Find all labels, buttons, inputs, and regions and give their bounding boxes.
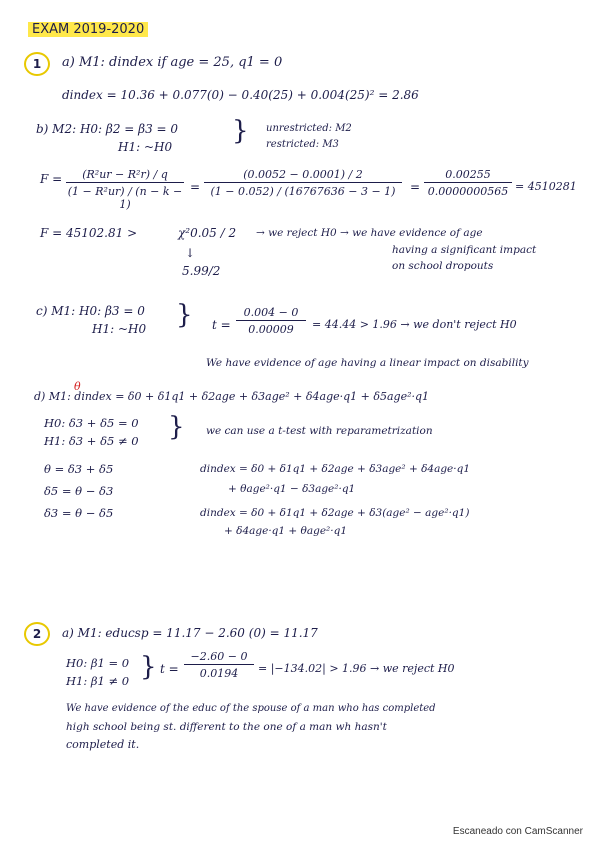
q1-c-hypothesis-h1: H1: ~H0 — [92, 322, 147, 336]
q1-c-t-denominator: 0.00009 — [248, 323, 294, 336]
q2-hypothesis-h0: H0: β1 = 0 — [66, 656, 130, 670]
theta-definition: θ = δ3 + δ5 — [44, 462, 114, 476]
question-1-number: 1 — [24, 52, 50, 76]
q1-c-t-numerator: 0.004 − 0 — [236, 306, 306, 321]
theta-annotation: θ — [74, 380, 81, 393]
delta5-substitution: δ5 = θ − δ3 — [44, 484, 114, 498]
down-arrow: ↓ — [185, 246, 196, 260]
reparam-equation-2: dindex = δ0 + δ1q1 + δ2age + δ3(age² − age²·q1) — [200, 507, 470, 519]
f-result: = 4510281 — [515, 180, 577, 193]
f-substituted-fraction — [204, 168, 402, 198]
q2-t-denominator: 0.0194 — [199, 667, 239, 680]
q1-b-hypothesis-h1: H1: ~H0 — [118, 140, 173, 154]
q2-conclusion-line3: completed it. — [66, 738, 140, 751]
chi-value: 5.99/2 — [182, 264, 221, 278]
q2-conclusion-line1: We have evidence of the educ of the spouse of a man who has completed — [66, 703, 436, 714]
brace: } — [232, 116, 249, 146]
reject-conclusion-line2: having a significant impact — [392, 244, 537, 256]
f-formula-numerator: (R²ur − R²r) / q — [66, 168, 184, 183]
q2-hypothesis-h1: H1: β1 ≠ 0 — [66, 674, 130, 688]
q1-d-hypothesis-h0: H0: δ3 + δ5 = 0 — [44, 416, 139, 430]
q1-d-ttest-note: we can use a t-test with reparametrization — [206, 425, 433, 437]
equals-sign: = — [410, 180, 421, 194]
scanner-watermark: Escaneado con CamScanner — [452, 826, 583, 837]
f-statistic-label: F = — [40, 172, 63, 186]
t-statistic-label: t = — [212, 318, 231, 332]
equals-sign: = — [190, 180, 201, 194]
q1-a-computation: dindex = 10.36 + 0.077(0) − 0.40(25) + 0.004(25)² = 2.86 — [62, 88, 419, 102]
q1-b-unrestricted: unrestricted: M2 — [266, 123, 352, 134]
exam-title: EXAM 2019-2020 — [28, 22, 148, 37]
reject-conclusion: → we reject H0 → we have evidence of age — [256, 227, 483, 239]
f-comparison: F = 45102.81 > — [40, 226, 138, 240]
reparam-equation-2-cont: + δ4age·q1 + θage²·q1 — [224, 525, 348, 537]
q2-t-fraction — [184, 650, 254, 680]
q1-b-hypothesis-h0: b) M2: H0: β2 = β3 = 0 — [36, 122, 179, 136]
q2-conclusion-line2: high school being st. different to the one of a man wh hasn't — [66, 721, 387, 733]
q1-a-header: a) M1: dindex if age = 25, q1 = 0 — [62, 55, 283, 70]
brace: } — [176, 300, 193, 330]
f-value-numerator: 0.00255 — [424, 168, 512, 183]
f-value-denominator: 0.0000000565 — [427, 185, 509, 198]
q1-c-hypothesis-h0: c) M1: H0: β3 = 0 — [36, 304, 145, 318]
q1-b-restricted: restricted: M3 — [266, 139, 339, 150]
t-statistic-label: t = — [160, 662, 179, 676]
q2-t-numerator: −2.60 − 0 — [184, 650, 254, 665]
reparam-equation-1-cont: + θage²·q1 − δ3age²·q1 — [228, 483, 356, 495]
brace: } — [140, 652, 157, 682]
f-formula-fraction — [66, 168, 184, 211]
brace: } — [168, 412, 185, 442]
f-formula-denominator: (1 − R²ur) / (n − k − 1) — [67, 185, 183, 211]
q2-result: = |−134.02| > 1.96 → we reject H0 — [258, 662, 455, 675]
f-value-fraction — [424, 168, 512, 198]
delta3-substitution: δ3 = θ − δ5 — [44, 506, 114, 520]
f-substituted-numerator: (0.0052 − 0.0001) / 2 — [204, 168, 402, 183]
q1-d-hypothesis-h1: H1: δ3 + δ5 ≠ 0 — [44, 434, 139, 448]
q1-c-result: = 44.44 > 1.96 → we don't reject H0 — [312, 318, 517, 331]
reparam-equation-1: dindex = δ0 + δ1q1 + δ2age + δ3age² + δ4age·q1 — [200, 463, 471, 475]
question-2-number: 2 — [24, 622, 50, 646]
q1-c-conclusion: We have evidence of age having a linear impact on disability — [206, 357, 529, 369]
q2-a-computation: a) M1: educsp = 11.17 − 2.60 (0) = 11.17 — [62, 626, 318, 640]
chi-critical-value: χ²0.05 / 2 — [178, 226, 237, 240]
q1-c-t-fraction — [236, 306, 306, 336]
f-substituted-denominator: (1 − 0.052) / (16767636 − 3 − 1) — [210, 185, 396, 198]
reject-conclusion-line3: on school dropouts — [392, 260, 494, 272]
q1-d-model: d) M1: dindex = δ0 + δ1q1 + δ2age + δ3age² + δ4age·q1 + δ5age²·q1 — [34, 390, 430, 403]
